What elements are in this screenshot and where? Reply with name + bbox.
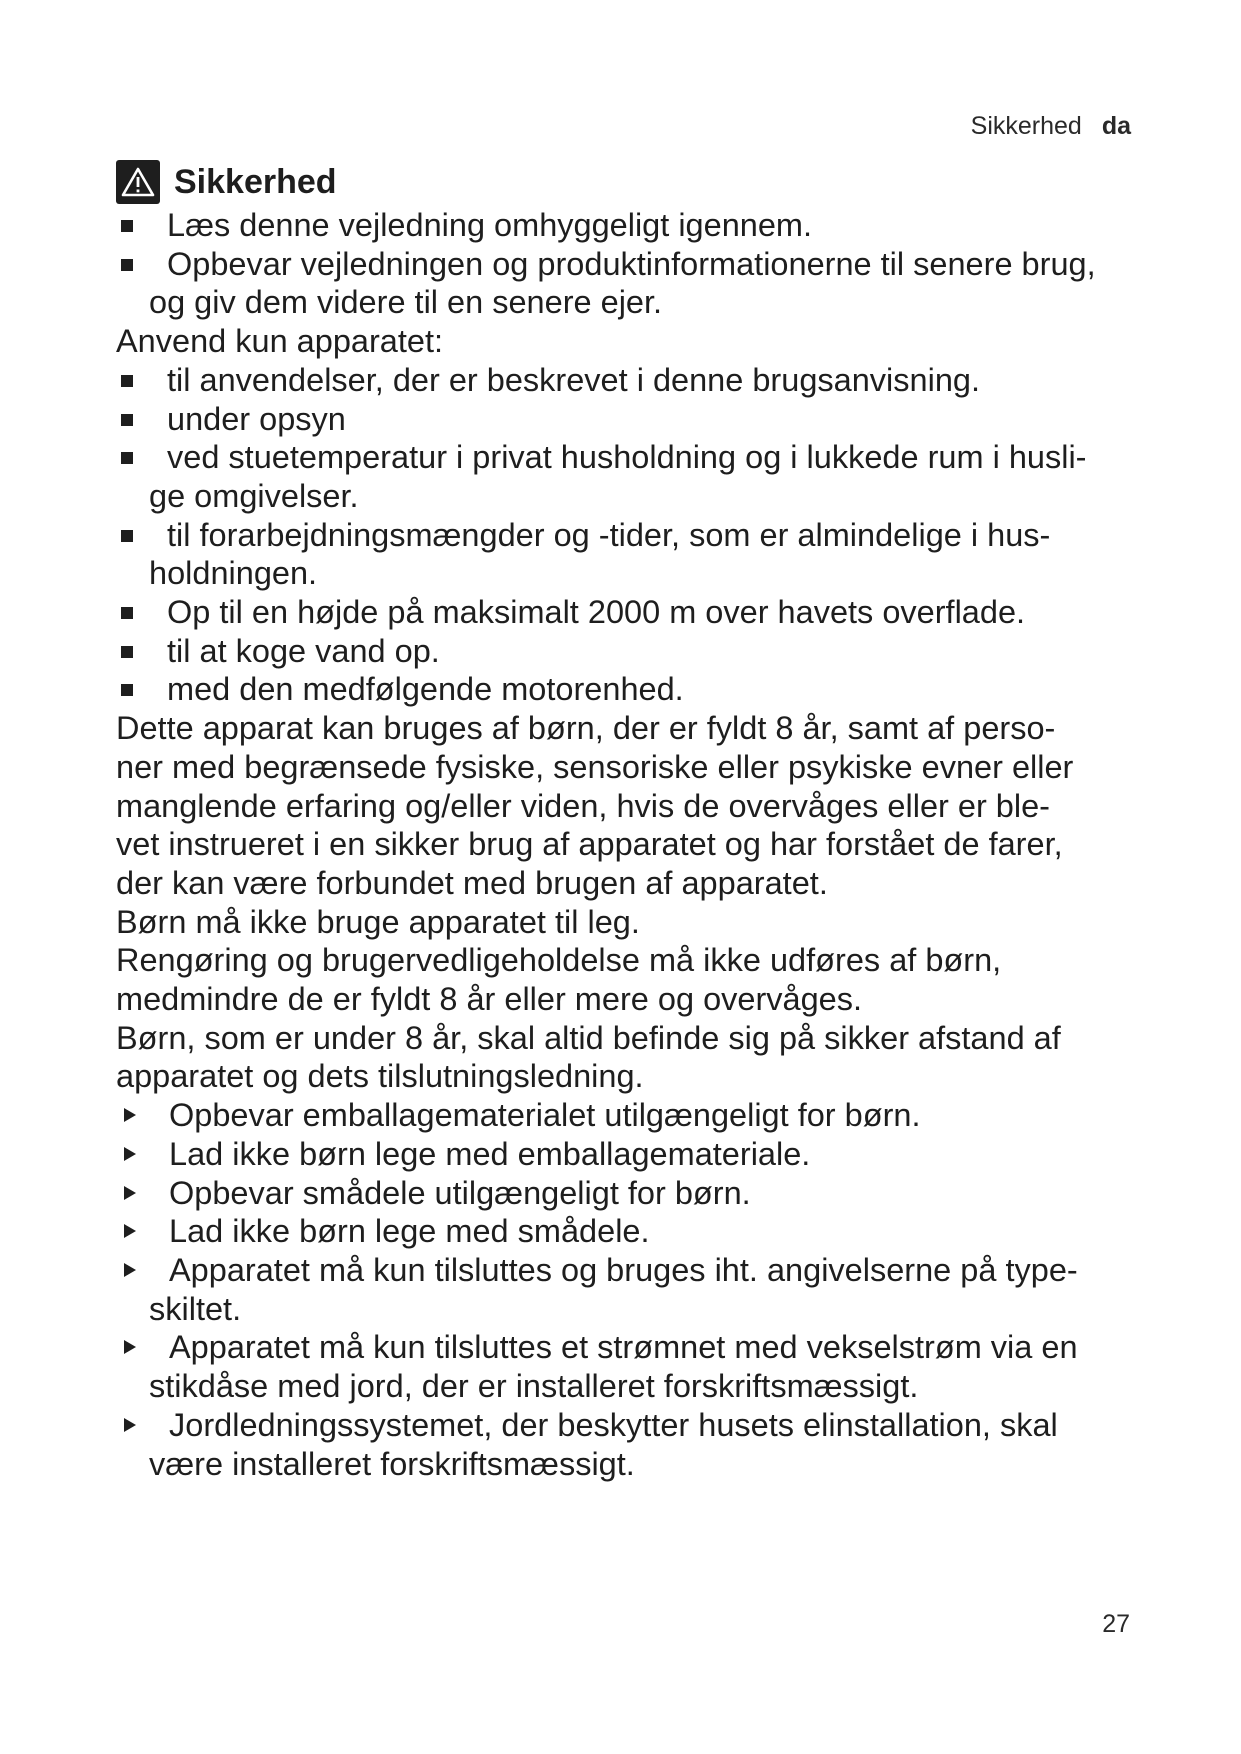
list-item: til forarbejdningsmængder og -tider, som er almindelige i hus- holdningen. xyxy=(116,516,1156,593)
square-bullet-icon xyxy=(121,375,133,387)
paragraph-distance: Børn, som er under 8 år, skal altid befinde sig på sikker afstand af apparatet og dets tilslutningsledning. xyxy=(116,1019,1061,1095)
triangle-bullet-icon xyxy=(124,1418,136,1432)
triangle-bullet-icon xyxy=(124,1224,136,1238)
square-bullet-icon xyxy=(121,259,133,271)
triangle-bullet-icon xyxy=(124,1108,136,1122)
list-item: Apparatet må kun tilsluttes et strømnet med vekselstrøm via en stikdåse med jord, der er installeret forskriftsmæssigt. xyxy=(116,1328,1156,1405)
bullet-list-usage xyxy=(116,361,1156,709)
usage-intro: Anvend kun apparatet: xyxy=(116,323,444,360)
square-bullet-icon xyxy=(121,684,133,696)
list-item: Jordledningssystemet, der beskytter husets elinstallation, skal være installeret forskriftsmæssigt. xyxy=(116,1406,1156,1483)
warning-triangle-icon xyxy=(116,160,160,204)
paragraph-no-play: Børn må ikke bruge apparatet til leg. xyxy=(116,903,640,940)
list-item: Opbevar vejledningen og produktinformationerne til senere brug, og giv dem videre til en senere ejer. xyxy=(116,245,1156,322)
running-header-language: da xyxy=(1101,112,1131,140)
list-item: Op til en højde på maksimalt 2000 m over havets overflade. xyxy=(116,593,1156,632)
square-bullet-icon xyxy=(121,607,133,619)
action-list xyxy=(116,1096,1156,1483)
square-bullet-icon xyxy=(121,452,133,464)
paragraph-children-usage: Dette apparat kan bruges af børn, der er fyldt 8 år, samt af perso- ner med begrænsede fysiske, sensoriske eller psykiske evner eller manglende erfaring og/eller viden, hvis de overvåges eller er ble- vet instrueret i en sikker brug af apparatet og har forstået de farer, der kan være forbundet med brugen af apparatet. xyxy=(116,710,1074,901)
square-bullet-icon xyxy=(121,414,133,426)
list-item: under opsyn xyxy=(116,400,1156,439)
section-heading xyxy=(116,160,1156,204)
square-bullet-icon xyxy=(121,530,133,542)
triangle-bullet-icon xyxy=(124,1147,136,1161)
triangle-bullet-icon xyxy=(124,1186,136,1200)
paragraph-cleaning: Rengøring og brugervedligeholdelse må ikke udføres af børn, medmindre de er fyldt 8 år eller mere og overvåges. xyxy=(116,942,1002,1018)
list-item: Apparatet må kun tilsluttes og bruges iht. angivelserne på type- skiltet. xyxy=(116,1251,1156,1328)
list-item: Opbevar smådele utilgængeligt for børn. xyxy=(116,1174,1156,1213)
square-bullet-icon xyxy=(121,646,133,658)
page-content xyxy=(116,160,1156,1483)
section-title: Sikkerhed xyxy=(174,162,337,201)
list-item: til at koge vand op. xyxy=(116,632,1156,671)
list-item: Læs denne vejledning omhyggeligt igennem. xyxy=(116,206,1156,245)
list-item: med den medfølgende motorenhed. xyxy=(116,670,1156,709)
list-item: Opbevar emballagematerialet utilgængeligt for børn. xyxy=(116,1096,1156,1135)
running-header-section: Sikkerhed xyxy=(970,112,1082,140)
list-item: Lad ikke børn lege med smådele. xyxy=(116,1212,1156,1251)
bullet-list-general xyxy=(116,206,1156,322)
triangle-bullet-icon xyxy=(124,1263,136,1277)
running-header xyxy=(971,112,1131,141)
triangle-bullet-icon xyxy=(124,1340,136,1354)
list-item: til anvendelser, der er beskrevet i denne brugsanvisning. xyxy=(116,361,1156,400)
list-item: ved stuetemperatur i privat husholdning og i lukkede rum i husli- ge omgivelser. xyxy=(116,438,1156,515)
list-item: Lad ikke børn lege med emballagemateriale. xyxy=(116,1135,1156,1174)
square-bullet-icon xyxy=(121,220,133,232)
page-number: 27 xyxy=(1102,1610,1130,1638)
